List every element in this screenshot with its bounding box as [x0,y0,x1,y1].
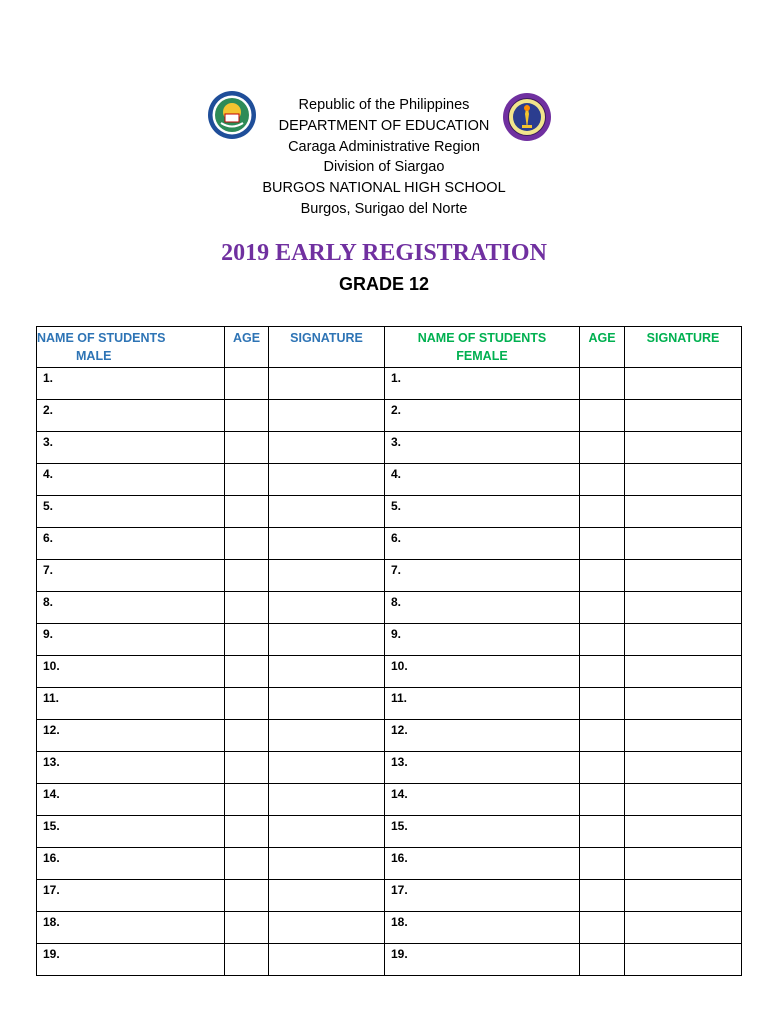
female-age-cell[interactable] [580,400,625,432]
female-signature-cell[interactable] [625,464,742,496]
table-row [37,528,742,560]
male-name-cell[interactable]: 15. [37,816,225,848]
male-age-cell[interactable] [225,368,269,400]
header-department: DEPARTMENT OF EDUCATION [278,117,490,134]
male-name-cell[interactable]: 8. [37,592,225,624]
female-name-cell[interactable]: 11. [385,688,580,720]
male-signature-cell[interactable] [269,688,385,720]
male-age-header: AGE [225,327,269,368]
male-signature-cell[interactable] [269,400,385,432]
male-age-cell[interactable] [225,496,269,528]
male-signature-cell[interactable] [269,912,385,944]
female-age-cell[interactable] [580,368,625,400]
page-title: 2019 EARLY REGISTRATION [221,240,547,266]
female-age-cell[interactable] [580,592,625,624]
table-row [37,784,742,816]
male-signature-cell[interactable] [269,464,385,496]
female-age-cell[interactable] [580,464,625,496]
female-name-cell[interactable]: 14. [385,784,580,816]
male-signature-cell[interactable] [269,848,385,880]
table-row [37,464,742,496]
female-age-cell[interactable] [580,496,625,528]
male-age-cell[interactable] [225,784,269,816]
male-name-cell[interactable]: 2. [37,400,225,432]
female-signature-header: SIGNATURE [625,327,742,368]
table-row [37,944,742,976]
table-row [37,688,742,720]
female-name-cell[interactable]: 19. [385,944,580,976]
table-row [37,496,742,528]
female-age-cell[interactable] [580,784,625,816]
female-signature-cell[interactable] [625,432,742,464]
table-row [37,880,742,912]
male-name-cell[interactable]: 5. [37,496,225,528]
female-name-cell[interactable]: 12. [385,720,580,752]
male-signature-cell[interactable] [269,656,385,688]
female-name-cell[interactable]: 6. [385,528,580,560]
female-signature-cell[interactable] [625,592,742,624]
male-signature-cell[interactable] [269,368,385,400]
female-age-cell[interactable] [580,656,625,688]
male-age-cell[interactable] [225,848,269,880]
female-age-cell[interactable] [580,944,625,976]
table-header-row [37,327,742,368]
female-name-cell[interactable]: 13. [385,752,580,784]
header-school: BURGOS NATIONAL HIGH SCHOOL [262,180,506,197]
female-name-cell[interactable]: 8. [385,592,580,624]
female-signature-cell[interactable] [625,400,742,432]
table-body [37,368,742,976]
table-row [37,656,742,688]
male-name-cell[interactable]: 18. [37,912,225,944]
female-name-header-label: NAME OF STUDENTS [417,331,547,345]
male-name-cell[interactable]: 14. [37,784,225,816]
female-age-cell[interactable] [580,528,625,560]
table-row [37,400,742,432]
male-name-cell[interactable]: 4. [37,464,225,496]
female-age-cell[interactable] [580,816,625,848]
male-signature-cell[interactable] [269,752,385,784]
male-age-cell[interactable] [225,656,269,688]
male-age-cell[interactable] [225,560,269,592]
male-signature-header: SIGNATURE [269,327,385,368]
female-name-cell[interactable]: 15. [385,816,580,848]
male-name-cell[interactable]: 6. [37,528,225,560]
male-signature-cell[interactable] [269,944,385,976]
female-signature-cell[interactable] [625,688,742,720]
male-age-cell[interactable] [225,400,269,432]
female-name-cell[interactable]: 4. [385,464,580,496]
female-signature-cell[interactable] [625,656,742,688]
male-age-cell[interactable] [225,528,269,560]
male-name-cell[interactable]: 1. [37,368,225,400]
school-header [234,95,534,220]
male-name-header-label: NAME OF STUDENTS [37,331,166,345]
male-age-cell[interactable] [225,720,269,752]
male-name-cell[interactable]: 7. [37,560,225,592]
table-row [37,624,742,656]
female-age-cell[interactable] [580,432,625,464]
male-name-cell[interactable]: 9. [37,624,225,656]
female-age-cell[interactable] [580,560,625,592]
female-age-cell[interactable] [580,720,625,752]
male-name-header-sub: MALE [76,349,112,363]
male-age-cell[interactable] [225,464,269,496]
female-signature-cell[interactable] [625,784,742,816]
male-signature-cell[interactable] [269,592,385,624]
male-name-cell[interactable]: 13. [37,752,225,784]
female-name-cell[interactable]: 5. [385,496,580,528]
male-age-cell[interactable] [225,432,269,464]
female-signature-cell[interactable] [625,720,742,752]
male-signature-cell[interactable] [269,560,385,592]
male-age-cell[interactable] [225,816,269,848]
male-name-cell[interactable]: 3. [37,432,225,464]
table-row [37,720,742,752]
male-age-cell[interactable] [225,880,269,912]
female-name-cell[interactable]: 17. [385,880,580,912]
male-signature-cell[interactable] [269,432,385,464]
male-signature-cell[interactable] [269,784,385,816]
male-age-cell[interactable] [225,752,269,784]
male-age-cell[interactable] [225,912,269,944]
grade-subtitle: GRADE 12 [338,274,430,294]
female-name-cell[interactable]: 10. [385,656,580,688]
male-age-cell[interactable] [225,624,269,656]
table-row [37,368,742,400]
female-age-cell[interactable] [580,688,625,720]
table-row [37,816,742,848]
female-signature-cell[interactable] [625,816,742,848]
female-signature-cell[interactable] [625,368,742,400]
female-signature-cell[interactable] [625,624,742,656]
female-age-cell[interactable] [580,912,625,944]
female-signature-cell[interactable] [625,944,742,976]
male-age-cell[interactable] [225,944,269,976]
female-signature-cell[interactable] [625,560,742,592]
male-signature-cell[interactable] [269,720,385,752]
male-name-cell[interactable]: 17. [37,880,225,912]
female-signature-cell[interactable] [625,528,742,560]
header-division: Division of Siargao [323,159,445,176]
female-signature-cell[interactable] [625,880,742,912]
male-age-cell[interactable] [225,688,269,720]
female-signature-cell[interactable] [625,912,742,944]
female-name-cell[interactable]: 9. [385,624,580,656]
female-name-cell[interactable]: 1. [385,368,580,400]
table-row [37,848,742,880]
table-row [37,912,742,944]
header-address: Burgos, Surigao del Norte [300,200,468,217]
female-signature-cell[interactable] [625,848,742,880]
table-row [37,560,742,592]
female-name-cell[interactable]: 7. [385,560,580,592]
male-name-cell[interactable]: 10. [37,656,225,688]
male-name-cell[interactable]: 11. [37,688,225,720]
female-name-cell[interactable]: 2. [385,400,580,432]
female-age-cell[interactable] [580,880,625,912]
female-name-header [385,327,580,368]
female-age-cell[interactable] [580,752,625,784]
female-signature-cell[interactable] [625,496,742,528]
registration-table [36,326,742,976]
female-name-cell[interactable]: 3. [385,432,580,464]
female-signature-cell[interactable] [625,752,742,784]
female-age-cell[interactable] [580,848,625,880]
female-age-header: AGE [580,327,625,368]
male-name-cell[interactable]: 12. [37,720,225,752]
female-name-cell[interactable]: 18. [385,912,580,944]
male-signature-cell[interactable] [269,496,385,528]
male-age-cell[interactable] [225,592,269,624]
male-signature-cell[interactable] [269,816,385,848]
female-age-cell[interactable] [580,624,625,656]
female-name-header-sub: FEMALE [456,349,508,363]
header-region: Caraga Administrative Region [288,138,480,155]
table-row [37,592,742,624]
header-republic: Republic of the Philippines [298,97,470,113]
male-signature-cell[interactable] [269,624,385,656]
table-row [37,432,742,464]
table-row [37,752,742,784]
male-name-header [37,327,225,368]
male-signature-cell[interactable] [269,528,385,560]
female-name-cell[interactable]: 16. [385,848,580,880]
male-signature-cell[interactable] [269,880,385,912]
male-name-cell[interactable]: 19. [37,944,225,976]
male-name-cell[interactable]: 16. [37,848,225,880]
